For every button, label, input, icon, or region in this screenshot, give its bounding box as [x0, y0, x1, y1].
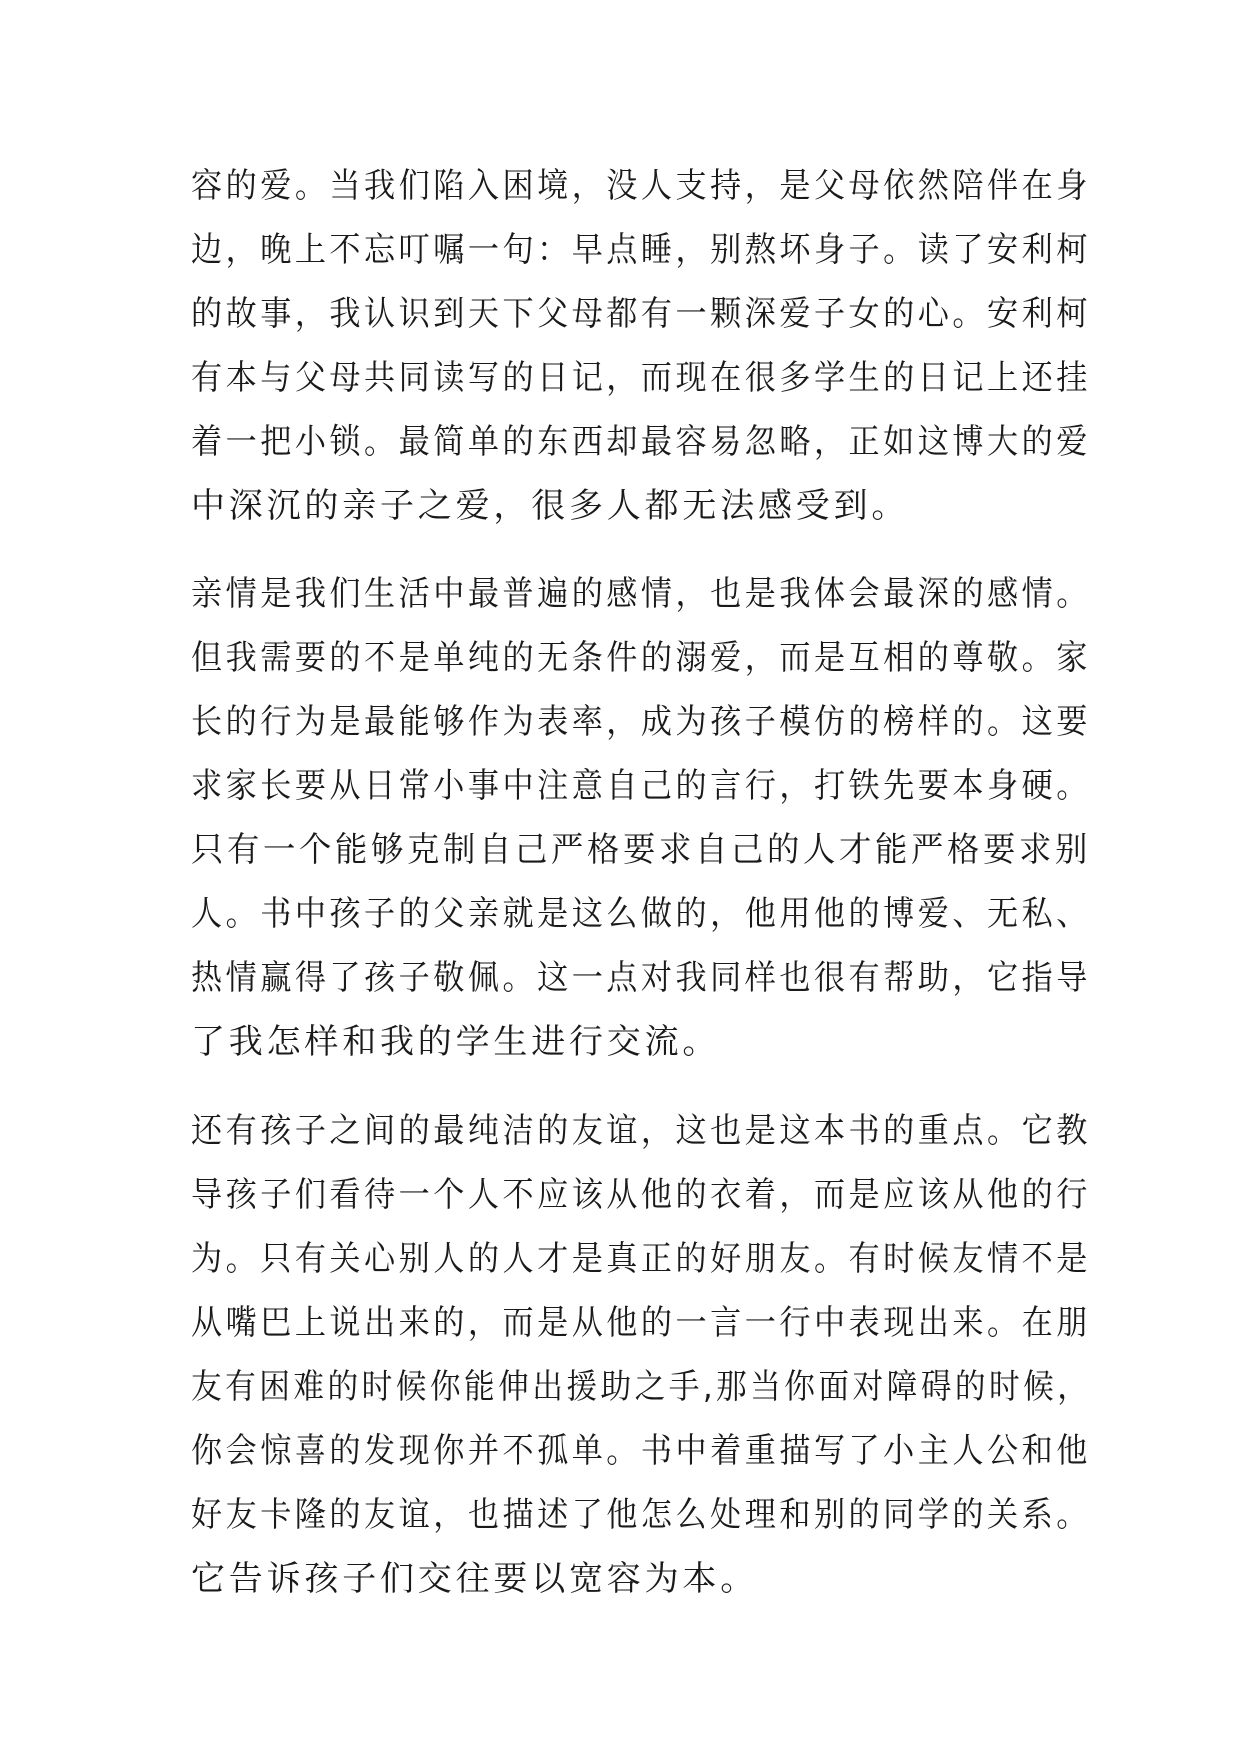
- paragraph-line: 中深沉的亲子之爱，很多人都无法感受到。: [191, 486, 910, 526]
- paragraph-line: 着一把小锁。最简单的东西却最容易忽略，正如这博大的爱: [191, 422, 1091, 462]
- paragraph-line: 只有一个能够克制自己严格要求自己的人才能严格要求别: [191, 830, 1091, 870]
- paragraph-line: 好友卡隆的友谊，也描述了他怎么处理和别的同学的关系。: [191, 1495, 1091, 1535]
- paragraph-line: 求家长要从日常小事中注意自己的言行，打铁先要本身硬。: [191, 766, 1091, 806]
- paragraph-line: 有本与父母共同读写的日记，而现在很多学生的日记上还挂: [191, 358, 1091, 398]
- paragraph-line: 的故事，我认识到天下父母都有一颗深爱子女的心。安利柯: [191, 294, 1091, 334]
- paragraph-line: 导孩子们看待一个人不应该从他的衣着，而是应该从他的行: [191, 1175, 1091, 1215]
- paragraph-line: 容的爱。当我们陷入困境，没人支持，是父母依然陪伴在身: [191, 166, 1091, 206]
- paragraph-line: 长的行为是最能够作为表率，成为孩子模仿的榜样的。这要: [191, 702, 1091, 742]
- paragraph-line: 从嘴巴上说出来的，而是从他的一言一行中表现出来。在朋: [191, 1303, 1091, 1343]
- paragraph-line: 你会惊喜的发现你并不孤单。书中着重描写了小主人公和他: [191, 1431, 1091, 1471]
- paragraph-line: 人。书中孩子的父亲就是这么做的，他用他的博爱、无私、: [191, 894, 1091, 934]
- paragraph-line: 为。只有关心别人的人才是真正的好朋友。有时候友情不是: [191, 1239, 1091, 1279]
- paragraph-line: 了我怎样和我的学生进行交流。: [191, 1022, 721, 1062]
- paragraph-line: 亲情是我们生活中最普遍的感情，也是我体会最深的感情。: [191, 574, 1091, 614]
- paragraph-line: 热情赢得了孩子敬佩。这一点对我同样也很有帮助，它指导: [191, 958, 1091, 998]
- paragraph-line: 还有孩子之间的最纯洁的友谊，这也是这本书的重点。它教: [191, 1111, 1091, 1151]
- paragraph-line: 边，晚上不忘叮嘱一句：早点睡，别熬坏身子。读了安利柯: [191, 230, 1091, 270]
- paragraph-family-affection: [191, 562, 1091, 1074]
- paragraph-line: 但我需要的不是单纯的无条件的溺爱，而是互相的尊敬。家: [191, 638, 1091, 678]
- paragraph-parental-love: [191, 154, 1091, 538]
- paragraph-friendship: [191, 1099, 1091, 1611]
- paragraph-line: 它告诉孩子们交往要以宽容为本。: [191, 1559, 758, 1599]
- paragraph-line: 友有困难的时候你能伸出援助之手,那当你面对障碍的时候，: [191, 1367, 1092, 1407]
